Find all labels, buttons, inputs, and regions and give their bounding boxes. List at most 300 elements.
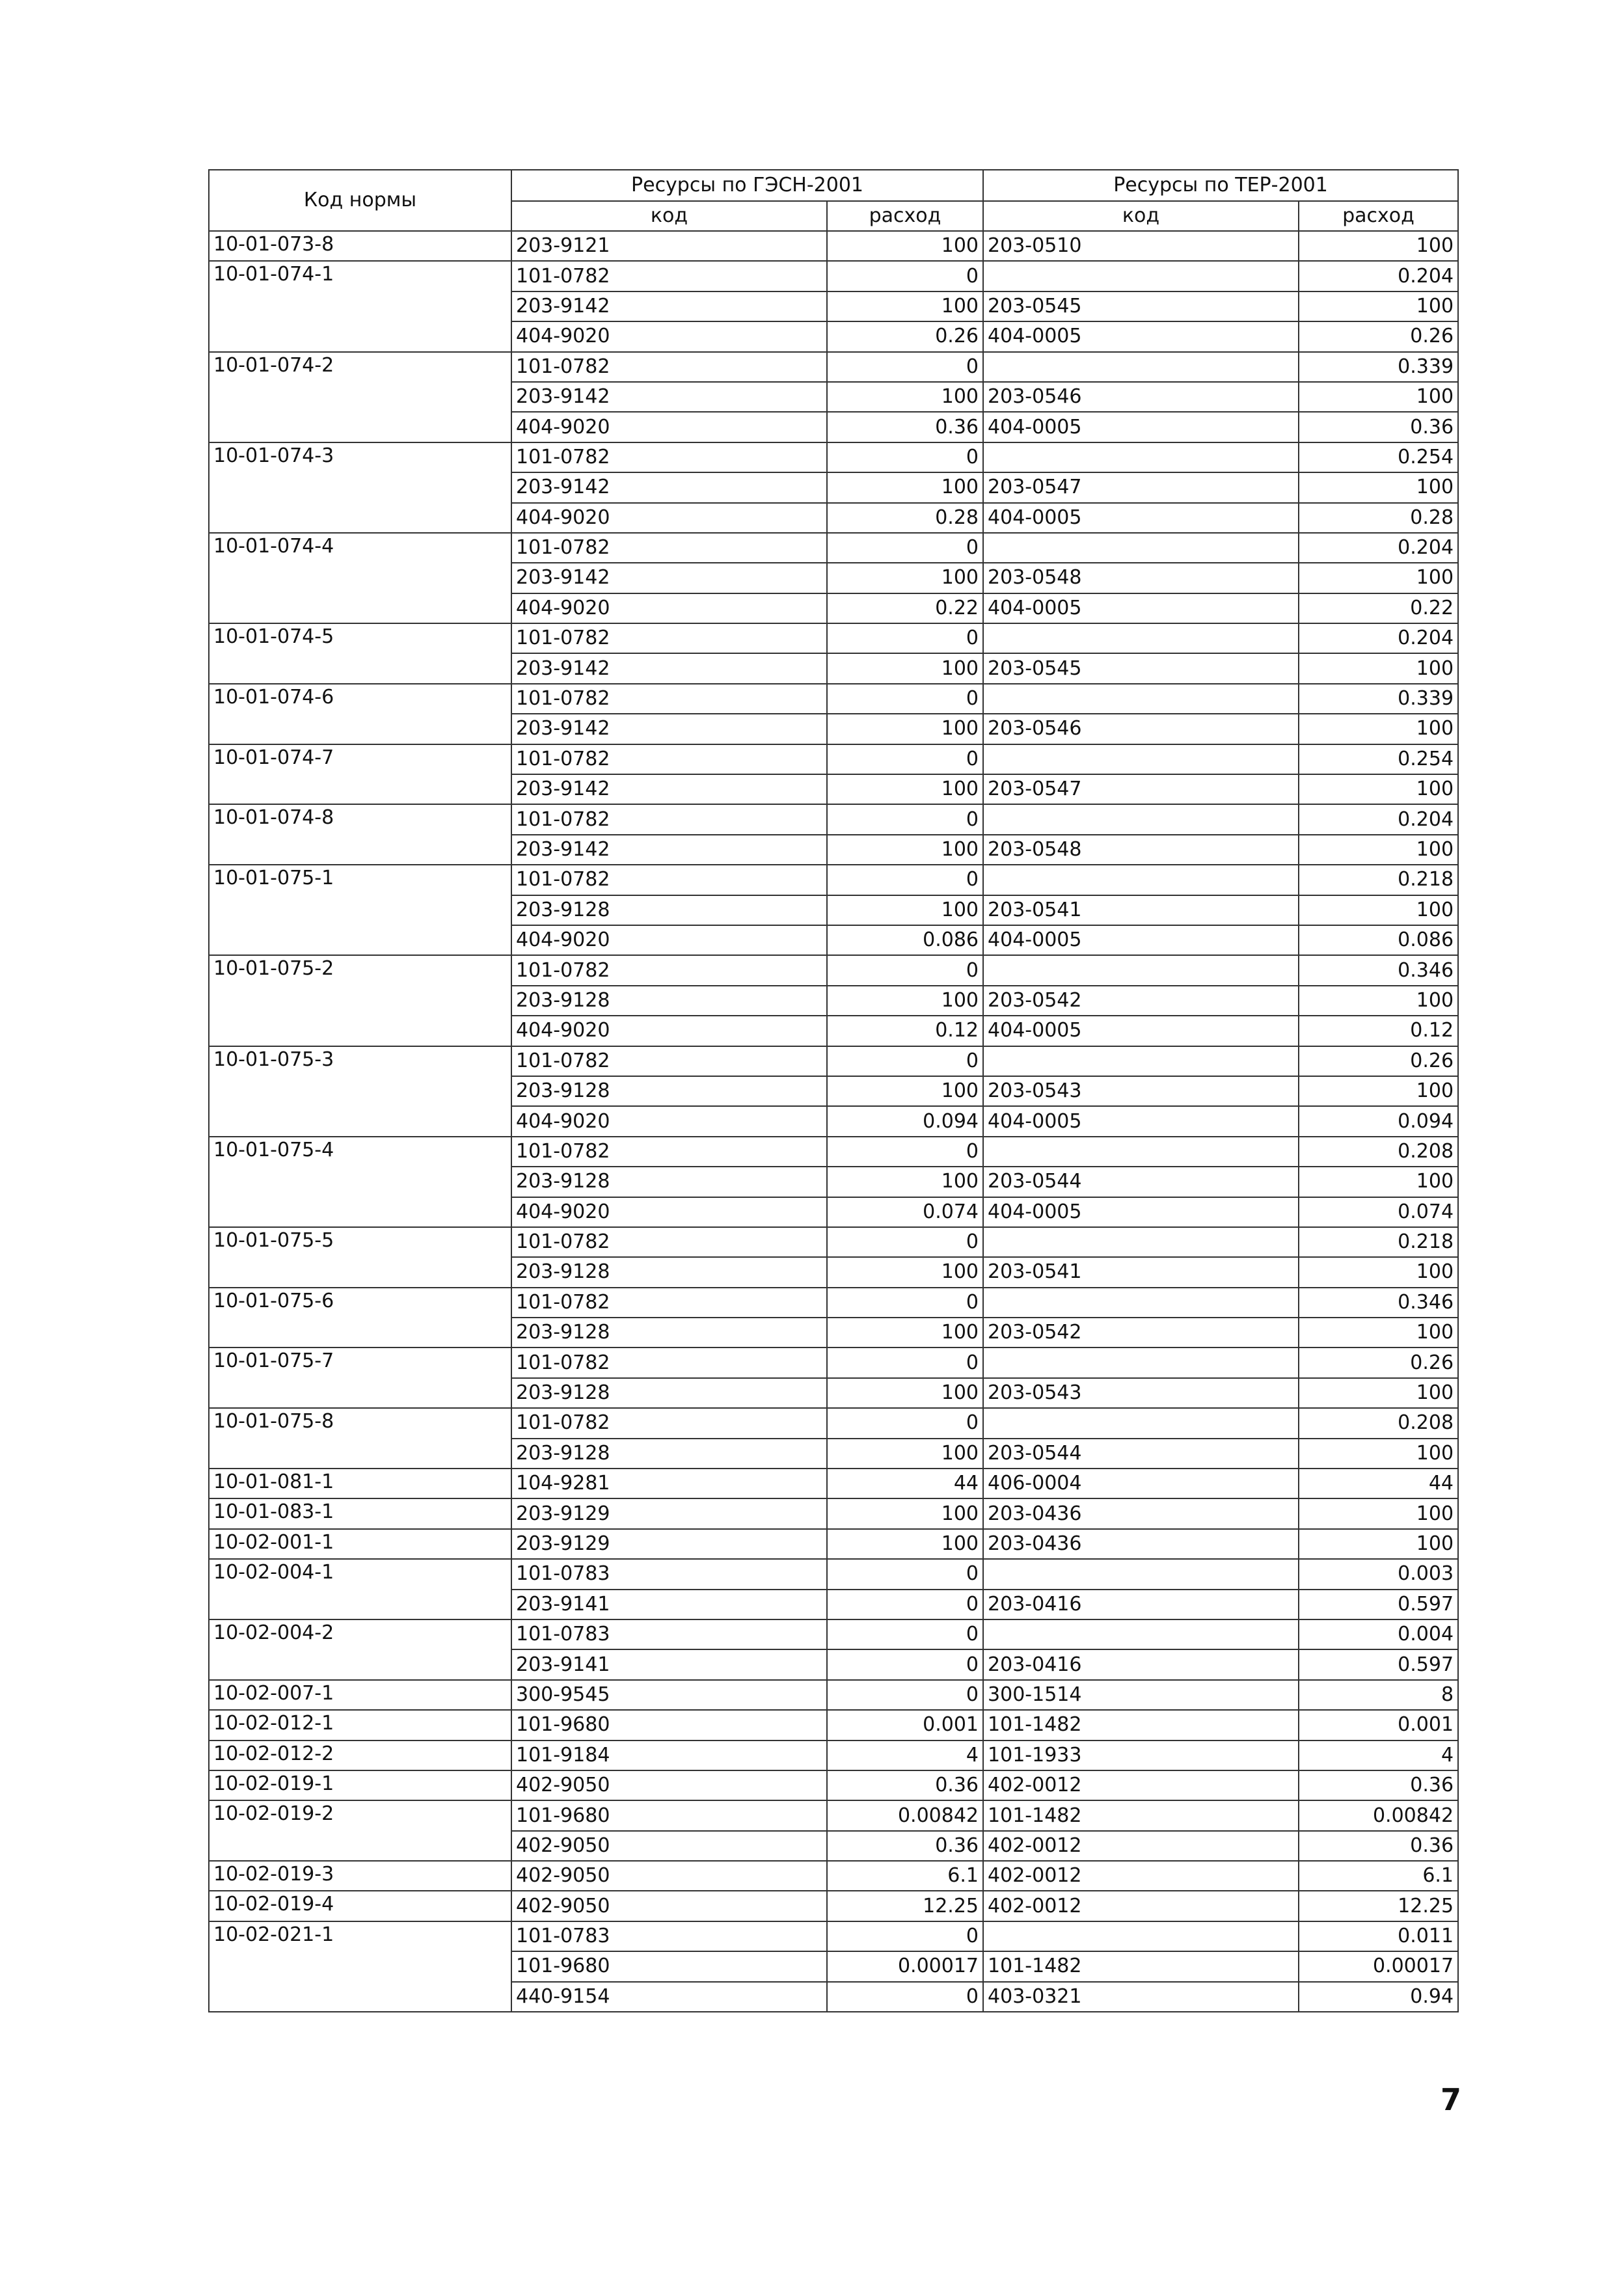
norm-code-cell: 10-02-001-1 <box>209 1529 511 1559</box>
ter-consumption-cell: 0.218 <box>1299 1227 1458 1257</box>
gesn-consumption-cell: 0 <box>827 1348 983 1377</box>
gesn-consumption-cell: 100 <box>827 1498 983 1528</box>
ter-code-cell: 300-1514 <box>983 1680 1299 1710</box>
gesn-consumption-cell: 44 <box>827 1469 983 1498</box>
ter-consumption-cell: 0.011 <box>1299 1921 1458 1951</box>
table-row <box>209 1861 1458 1891</box>
gesn-consumption-cell: 0 <box>827 865 983 895</box>
gesn-consumption-cell: 100 <box>827 714 983 744</box>
ter-consumption-cell: 100 <box>1299 1167 1458 1197</box>
gesn-consumption-cell: 100 <box>827 1257 983 1287</box>
ter-consumption-cell: 0.28 <box>1299 503 1458 533</box>
gesn-consumption-cell: 0.12 <box>827 1016 983 1046</box>
gesn-consumption-cell: 0.086 <box>827 925 983 955</box>
gesn-code-cell: 203-9128 <box>511 1439 827 1469</box>
norm-code-cell: 10-01-075-6 <box>209 1288 511 1348</box>
norm-code-cell: 10-02-007-1 <box>209 1680 511 1710</box>
table-row <box>209 1559 1458 1589</box>
norm-code-cell: 10-01-075-5 <box>209 1227 511 1288</box>
gesn-consumption-cell: 6.1 <box>827 1861 983 1891</box>
ter-consumption-cell: 0.204 <box>1299 261 1458 291</box>
gesn-consumption-cell: 0.00017 <box>827 1951 983 1981</box>
ter-code-cell: 203-0541 <box>983 895 1299 925</box>
gesn-code-cell: 404-9020 <box>511 593 827 623</box>
table-body <box>209 231 1458 2012</box>
gesn-consumption-cell: 0.26 <box>827 321 983 351</box>
norm-code-cell: 10-01-073-8 <box>209 231 511 261</box>
norm-code-cell: 10-02-019-3 <box>209 1861 511 1891</box>
gesn-code-cell: 203-9128 <box>511 1378 827 1408</box>
table-row <box>209 1227 1458 1257</box>
ter-consumption-cell: 0.00017 <box>1299 1951 1458 1981</box>
table-row <box>209 1619 1458 1649</box>
ter-consumption-cell: 0.339 <box>1299 684 1458 714</box>
gesn-code-cell: 203-9129 <box>511 1529 827 1559</box>
gesn-code-cell: 101-0782 <box>511 352 827 382</box>
ter-consumption-cell: 100 <box>1299 1498 1458 1528</box>
ter-code-cell: 101-1482 <box>983 1800 1299 1830</box>
ter-consumption-cell: 12.25 <box>1299 1891 1458 1921</box>
norm-code-cell: 10-01-075-8 <box>209 1408 511 1469</box>
gesn-code-cell: 402-9050 <box>511 1770 827 1800</box>
norm-code-cell: 10-01-081-1 <box>209 1469 511 1498</box>
ter-code-cell: 203-0416 <box>983 1590 1299 1619</box>
table-row <box>209 533 1458 563</box>
ter-consumption-cell: 0.208 <box>1299 1408 1458 1438</box>
gesn-code-cell: 203-9121 <box>511 231 827 261</box>
gesn-consumption-cell: 12.25 <box>827 1891 983 1921</box>
ter-consumption-cell: 8 <box>1299 1680 1458 1710</box>
gesn-code-cell: 101-0782 <box>511 684 827 714</box>
ter-consumption-cell: 0.003 <box>1299 1559 1458 1589</box>
gesn-code-cell: 101-0783 <box>511 1619 827 1649</box>
table-row <box>209 1680 1458 1710</box>
gesn-code-cell: 203-9142 <box>511 653 827 683</box>
gesn-code-cell: 300-9545 <box>511 1680 827 1710</box>
norm-code-cell: 10-01-075-2 <box>209 955 511 1046</box>
ter-code-cell <box>983 1227 1299 1257</box>
ter-consumption-cell: 0.36 <box>1299 412 1458 442</box>
gesn-code-cell: 203-9141 <box>511 1649 827 1679</box>
norm-code-cell: 10-01-083-1 <box>209 1498 511 1528</box>
gesn-code-cell: 101-0782 <box>511 955 827 985</box>
gesn-code-cell: 203-9142 <box>511 774 827 804</box>
ter-code-cell: 406-0004 <box>983 1469 1299 1498</box>
gesn-consumption-cell: 0 <box>827 1921 983 1951</box>
table-row <box>209 955 1458 985</box>
ter-consumption-cell: 0.204 <box>1299 804 1458 834</box>
ter-code-cell: 203-0547 <box>983 774 1299 804</box>
ter-consumption-cell: 0.254 <box>1299 744 1458 774</box>
table-row <box>209 352 1458 382</box>
ter-consumption-cell: 0.22 <box>1299 593 1458 623</box>
table-row <box>209 865 1458 895</box>
ter-consumption-cell: 0.086 <box>1299 925 1458 955</box>
table-row <box>209 1891 1458 1921</box>
gesn-consumption-cell: 0 <box>827 352 983 382</box>
ter-code-cell: 404-0005 <box>983 321 1299 351</box>
norm-code-cell: 10-01-075-4 <box>209 1137 511 1227</box>
table-row <box>209 684 1458 714</box>
ter-code-cell: 404-0005 <box>983 1106 1299 1136</box>
ter-consumption-cell: 100 <box>1299 895 1458 925</box>
ter-code-cell: 203-0542 <box>983 1318 1299 1348</box>
ter-consumption-cell: 100 <box>1299 835 1458 865</box>
gesn-consumption-cell: 100 <box>827 895 983 925</box>
gesn-consumption-cell: 0 <box>827 442 983 472</box>
gesn-code-cell: 101-9680 <box>511 1800 827 1830</box>
norm-code-cell: 10-01-074-3 <box>209 442 511 533</box>
ter-consumption-header: расход <box>1299 201 1458 231</box>
gesn-code-cell: 402-9050 <box>511 1861 827 1891</box>
norm-code-cell: 10-01-074-4 <box>209 533 511 623</box>
ter-consumption-cell: 0.218 <box>1299 865 1458 895</box>
norm-code-cell: 10-01-074-8 <box>209 804 511 865</box>
ter-consumption-cell: 0.36 <box>1299 1831 1458 1861</box>
ter-consumption-cell: 4 <box>1299 1740 1458 1770</box>
gesn-consumption-cell: 100 <box>827 382 983 412</box>
gesn-code-cell: 203-9142 <box>511 382 827 412</box>
table-row <box>209 1921 1458 1951</box>
gesn-code-cell: 404-9020 <box>511 1016 827 1046</box>
ter-consumption-cell: 100 <box>1299 563 1458 593</box>
gesn-consumption-cell: 0 <box>827 1227 983 1257</box>
ter-consumption-cell: 100 <box>1299 1076 1458 1106</box>
gesn-code-cell: 203-9142 <box>511 563 827 593</box>
ter-code-cell: 404-0005 <box>983 1016 1299 1046</box>
gesn-consumption-cell: 0.00842 <box>827 1800 983 1830</box>
gesn-consumption-cell: 0 <box>827 1619 983 1649</box>
ter-consumption-cell: 0.074 <box>1299 1197 1458 1227</box>
ter-code-cell: 203-0542 <box>983 986 1299 1016</box>
gesn-consumption-cell: 0.36 <box>827 1831 983 1861</box>
ter-code-cell: 203-0541 <box>983 1257 1299 1287</box>
gesn-code-cell: 101-0782 <box>511 1046 827 1076</box>
table-row <box>209 744 1458 774</box>
gesn-code-cell: 101-0782 <box>511 1137 827 1167</box>
gesn-consumption-cell: 0 <box>827 1046 983 1076</box>
ter-code-cell: 403-0321 <box>983 1982 1299 2012</box>
ter-consumption-cell: 0.004 <box>1299 1619 1458 1649</box>
ter-code-cell: 404-0005 <box>983 925 1299 955</box>
ter-code-cell <box>983 352 1299 382</box>
ter-code-cell: 203-0546 <box>983 382 1299 412</box>
gesn-consumption-cell: 0 <box>827 1137 983 1167</box>
table-row <box>209 1710 1458 1740</box>
gesn-consumption-cell: 100 <box>827 1378 983 1408</box>
gesn-consumption-cell: 0.22 <box>827 593 983 623</box>
ter-code-cell <box>983 533 1299 563</box>
gesn-code-cell: 404-9020 <box>511 1197 827 1227</box>
ter-consumption-cell: 100 <box>1299 472 1458 502</box>
norm-code-cell: 10-01-075-1 <box>209 865 511 955</box>
ter-code-cell: 203-0543 <box>983 1076 1299 1106</box>
gesn-consumption-cell: 0 <box>827 1559 983 1589</box>
ter-code-cell: 203-0436 <box>983 1498 1299 1528</box>
norm-code-cell: 10-02-019-1 <box>209 1770 511 1800</box>
ter-code-cell: 203-0543 <box>983 1378 1299 1408</box>
gesn-code-cell: 101-0782 <box>511 1408 827 1438</box>
gesn-code-cell: 101-0782 <box>511 623 827 653</box>
gesn-code-cell: 404-9020 <box>511 412 827 442</box>
gesn-consumption-cell: 0 <box>827 1982 983 2012</box>
ter-code-cell <box>983 442 1299 472</box>
gesn-code-cell: 101-9184 <box>511 1740 827 1770</box>
table-row <box>209 231 1458 261</box>
norm-code-cell: 10-01-075-3 <box>209 1046 511 1137</box>
gesn-code-cell: 101-0782 <box>511 1227 827 1257</box>
gesn-consumption-cell: 0 <box>827 804 983 834</box>
norm-code-cell: 10-01-074-6 <box>209 684 511 744</box>
gesn-code-cell: 203-9129 <box>511 1498 827 1528</box>
gesn-code-cell: 203-9128 <box>511 1257 827 1287</box>
ter-consumption-cell: 0.26 <box>1299 1348 1458 1377</box>
gesn-code-cell: 203-9142 <box>511 291 827 321</box>
ter-consumption-cell: 0.00842 <box>1299 1800 1458 1830</box>
table-row <box>209 1046 1458 1076</box>
ter-consumption-cell: 0.204 <box>1299 623 1458 653</box>
gesn-consumption-cell: 0 <box>827 955 983 985</box>
gesn-consumption-cell: 0 <box>827 1288 983 1318</box>
norm-code-cell: 10-01-074-2 <box>209 352 511 442</box>
gesn-code-cell: 404-9020 <box>511 321 827 351</box>
ter-consumption-cell: 0.339 <box>1299 352 1458 382</box>
table-row <box>209 442 1458 472</box>
norm-code-cell: 10-02-004-1 <box>209 1559 511 1619</box>
gesn-consumption-cell: 0 <box>827 744 983 774</box>
ter-code-cell <box>983 865 1299 895</box>
gesn-code-cell: 101-0782 <box>511 533 827 563</box>
ter-code-cell: 404-0005 <box>983 503 1299 533</box>
norm-code-cell: 10-01-074-5 <box>209 623 511 684</box>
gesn-code-cell: 101-9680 <box>511 1951 827 1981</box>
ter-code-cell <box>983 744 1299 774</box>
gesn-consumption-cell: 0 <box>827 623 983 653</box>
ter-consumption-cell: 0.204 <box>1299 533 1458 563</box>
ter-consumption-cell: 100 <box>1299 653 1458 683</box>
ter-code-cell: 203-0436 <box>983 1529 1299 1559</box>
gesn-code-cell: 101-0783 <box>511 1921 827 1951</box>
gesn-consumption-cell: 100 <box>827 1318 983 1348</box>
gesn-code-cell: 101-0782 <box>511 442 827 472</box>
resource-table <box>208 169 1459 2012</box>
gesn-consumption-header: расход <box>827 201 983 231</box>
table-row <box>209 1770 1458 1800</box>
gesn-resources-header: Ресурсы по ГЭСН-2001 <box>511 170 983 201</box>
gesn-consumption-cell: 0.094 <box>827 1106 983 1136</box>
gesn-consumption-cell: 100 <box>827 1076 983 1106</box>
ter-resources-header: Ресурсы по ТЕР-2001 <box>983 170 1458 201</box>
ter-consumption-cell: 0.094 <box>1299 1106 1458 1136</box>
table-row <box>209 1408 1458 1438</box>
ter-code-cell <box>983 623 1299 653</box>
gesn-consumption-cell: 100 <box>827 1167 983 1197</box>
ter-consumption-cell: 0.346 <box>1299 955 1458 985</box>
gesn-consumption-cell: 0.36 <box>827 1770 983 1800</box>
gesn-code-cell: 101-0782 <box>511 804 827 834</box>
norm-code-cell: 10-02-019-2 <box>209 1800 511 1861</box>
norm-code-header: Код нормы <box>209 170 511 231</box>
gesn-consumption-cell: 100 <box>827 774 983 804</box>
ter-consumption-cell: 6.1 <box>1299 1861 1458 1891</box>
ter-code-cell: 101-1482 <box>983 1951 1299 1981</box>
ter-code-cell: 203-0548 <box>983 835 1299 865</box>
table-row <box>209 1288 1458 1318</box>
ter-consumption-cell: 0.346 <box>1299 1288 1458 1318</box>
gesn-code-cell: 203-9142 <box>511 835 827 865</box>
ter-code-cell <box>983 1348 1299 1377</box>
ter-consumption-cell: 44 <box>1299 1469 1458 1498</box>
ter-code-cell: 203-0545 <box>983 291 1299 321</box>
ter-consumption-cell: 0.36 <box>1299 1770 1458 1800</box>
gesn-code-cell: 203-9128 <box>511 1318 827 1348</box>
ter-consumption-cell: 100 <box>1299 1529 1458 1559</box>
ter-consumption-cell: 0.94 <box>1299 1982 1458 2012</box>
ter-code-cell: 203-0416 <box>983 1649 1299 1679</box>
gesn-consumption-cell: 0 <box>827 261 983 291</box>
gesn-consumption-cell: 100 <box>827 1439 983 1469</box>
gesn-code-cell: 402-9050 <box>511 1831 827 1861</box>
ter-consumption-cell: 0.597 <box>1299 1649 1458 1679</box>
ter-code-cell <box>983 1288 1299 1318</box>
gesn-consumption-cell: 0 <box>827 1590 983 1619</box>
ter-code-cell <box>983 1046 1299 1076</box>
gesn-consumption-cell: 0 <box>827 684 983 714</box>
ter-code-cell: 101-1933 <box>983 1740 1299 1770</box>
gesn-consumption-cell: 0.28 <box>827 503 983 533</box>
gesn-code-cell: 402-9050 <box>511 1891 827 1921</box>
gesn-consumption-cell: 100 <box>827 231 983 261</box>
ter-code-cell: 404-0005 <box>983 412 1299 442</box>
gesn-consumption-cell: 0.001 <box>827 1710 983 1740</box>
ter-code-cell: 101-1482 <box>983 1710 1299 1740</box>
ter-code-cell: 402-0012 <box>983 1831 1299 1861</box>
gesn-code-cell: 203-9142 <box>511 714 827 744</box>
ter-code-cell: 404-0005 <box>983 593 1299 623</box>
ter-code-cell <box>983 804 1299 834</box>
ter-consumption-cell: 100 <box>1299 231 1458 261</box>
ter-consumption-cell: 0.597 <box>1299 1590 1458 1619</box>
gesn-code-cell: 101-0782 <box>511 865 827 895</box>
ter-consumption-cell: 0.12 <box>1299 1016 1458 1046</box>
ter-code-cell <box>983 1408 1299 1438</box>
ter-code-cell <box>983 1137 1299 1167</box>
gesn-code-cell: 404-9020 <box>511 503 827 533</box>
gesn-code-cell: 101-0782 <box>511 1288 827 1318</box>
ter-code-cell: 203-0510 <box>983 231 1299 261</box>
ter-consumption-cell: 0.254 <box>1299 442 1458 472</box>
gesn-code-cell: 104-9281 <box>511 1469 827 1498</box>
norm-code-cell: 10-02-021-1 <box>209 1921 511 2012</box>
gesn-consumption-cell: 0.36 <box>827 412 983 442</box>
ter-code-cell: 402-0012 <box>983 1891 1299 1921</box>
page-number: 7 <box>1441 2082 1462 2117</box>
norm-code-cell: 10-01-075-7 <box>209 1348 511 1408</box>
gesn-consumption-cell: 4 <box>827 1740 983 1770</box>
ter-code-cell: 203-0545 <box>983 653 1299 683</box>
ter-consumption-cell: 100 <box>1299 291 1458 321</box>
gesn-code-cell: 203-9142 <box>511 472 827 502</box>
gesn-consumption-cell: 100 <box>827 472 983 502</box>
gesn-consumption-cell: 0 <box>827 1649 983 1679</box>
norm-code-cell: 10-01-074-7 <box>209 744 511 805</box>
header-row-1 <box>209 170 1458 201</box>
ter-code-cell <box>983 1559 1299 1589</box>
table-row <box>209 1137 1458 1167</box>
gesn-consumption-cell: 0.074 <box>827 1197 983 1227</box>
norm-code-cell: 10-02-012-1 <box>209 1710 511 1740</box>
gesn-consumption-cell: 0 <box>827 1408 983 1438</box>
gesn-code-cell: 203-9128 <box>511 986 827 1016</box>
gesn-code-cell: 203-9141 <box>511 1590 827 1619</box>
table-row <box>209 623 1458 653</box>
ter-code-cell: 203-0548 <box>983 563 1299 593</box>
table-header <box>209 170 1458 231</box>
gesn-code-cell: 203-9128 <box>511 895 827 925</box>
ter-consumption-cell: 0.001 <box>1299 1710 1458 1740</box>
ter-code-cell: 203-0546 <box>983 714 1299 744</box>
ter-consumption-cell: 100 <box>1299 1318 1458 1348</box>
ter-consumption-cell: 100 <box>1299 1378 1458 1408</box>
ter-code-cell: 402-0012 <box>983 1770 1299 1800</box>
table-row <box>209 1800 1458 1830</box>
table-row <box>209 1529 1458 1559</box>
table-row <box>209 1498 1458 1528</box>
gesn-consumption-cell: 100 <box>827 653 983 683</box>
table-row <box>209 1348 1458 1377</box>
gesn-code-cell: 440-9154 <box>511 1982 827 2012</box>
gesn-code-cell: 404-9020 <box>511 925 827 955</box>
norm-code-cell: 10-01-074-1 <box>209 261 511 351</box>
ter-code-cell <box>983 684 1299 714</box>
gesn-consumption-cell: 0 <box>827 1680 983 1710</box>
ter-code-cell: 203-0544 <box>983 1167 1299 1197</box>
ter-code-cell <box>983 261 1299 291</box>
table-row <box>209 1740 1458 1770</box>
gesn-code-cell: 404-9020 <box>511 1106 827 1136</box>
ter-consumption-cell: 100 <box>1299 382 1458 412</box>
gesn-code-header: код <box>511 201 827 231</box>
norm-code-cell: 10-02-012-2 <box>209 1740 511 1770</box>
ter-consumption-cell: 100 <box>1299 986 1458 1016</box>
ter-code-cell: 203-0544 <box>983 1439 1299 1469</box>
gesn-code-cell: 101-0783 <box>511 1559 827 1589</box>
gesn-code-cell: 203-9128 <box>511 1167 827 1197</box>
gesn-consumption-cell: 100 <box>827 835 983 865</box>
gesn-consumption-cell: 100 <box>827 986 983 1016</box>
gesn-code-cell: 101-0782 <box>511 261 827 291</box>
gesn-code-cell: 203-9128 <box>511 1076 827 1106</box>
gesn-code-cell: 101-0782 <box>511 1348 827 1377</box>
table-row <box>209 804 1458 834</box>
ter-consumption-cell: 100 <box>1299 1257 1458 1287</box>
gesn-consumption-cell: 100 <box>827 563 983 593</box>
ter-code-cell: 404-0005 <box>983 1197 1299 1227</box>
ter-consumption-cell: 100 <box>1299 714 1458 744</box>
ter-code-header: код <box>983 201 1299 231</box>
ter-code-cell <box>983 1619 1299 1649</box>
ter-code-cell <box>983 955 1299 985</box>
gesn-code-cell: 101-0782 <box>511 744 827 774</box>
gesn-consumption-cell: 100 <box>827 291 983 321</box>
ter-consumption-cell: 100 <box>1299 774 1458 804</box>
ter-consumption-cell: 100 <box>1299 1439 1458 1469</box>
ter-code-cell <box>983 1921 1299 1951</box>
norm-code-cell: 10-02-004-2 <box>209 1619 511 1680</box>
norm-code-cell: 10-02-019-4 <box>209 1891 511 1921</box>
ter-consumption-cell: 0.26 <box>1299 1046 1458 1076</box>
ter-consumption-cell: 0.26 <box>1299 321 1458 351</box>
